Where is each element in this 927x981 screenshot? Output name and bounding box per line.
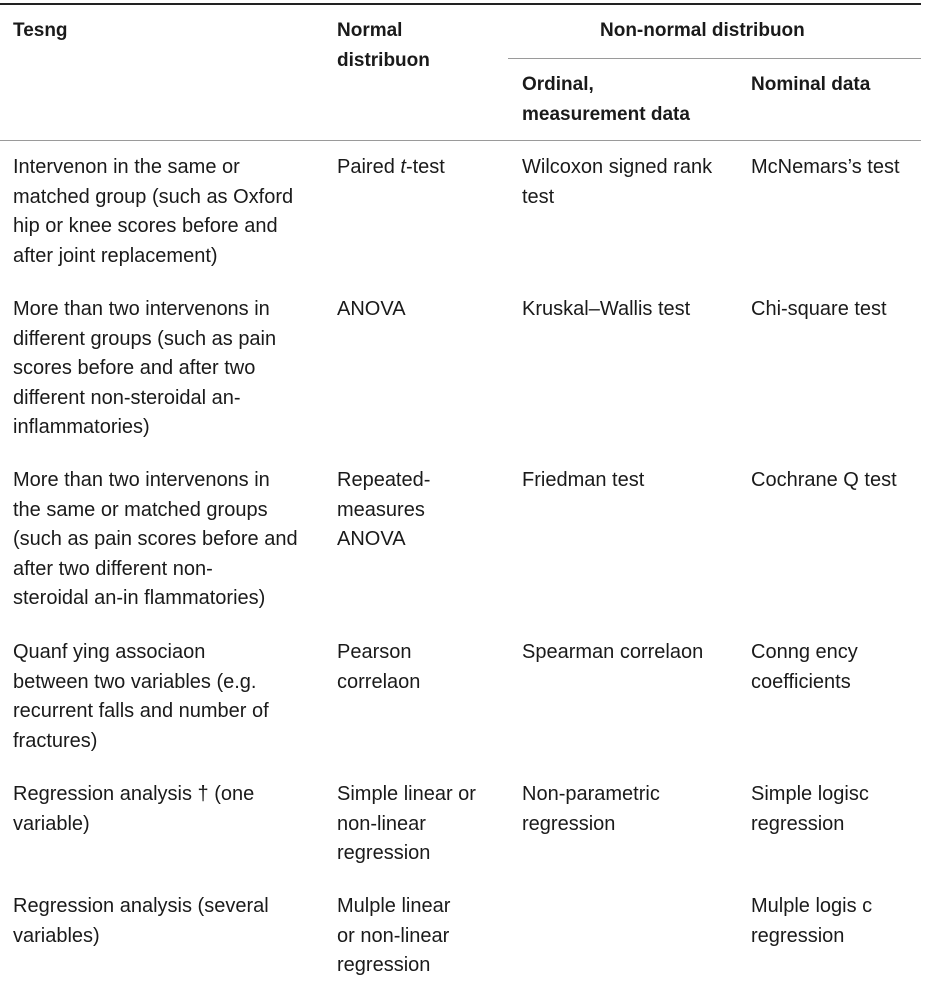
row-1-nominal: McNemars’s test	[751, 156, 900, 178]
header-normal-distribution: Normal distribuon	[337, 20, 430, 71]
table-top-rule	[0, 3, 921, 5]
row-2-testing: More than two intervenons in different groups (such as pain scores before and after two different non-steroidal an- inflammatories)	[13, 298, 277, 439]
row-6-nominal: Mulple logis c regression	[751, 895, 873, 947]
row-3-nominal: Cochrane Q test	[751, 469, 897, 491]
row-5-normal: Simple linear or non-linear regression	[337, 783, 476, 865]
non-normal-subheader-rule	[508, 58, 921, 59]
header-non-normal-distribution: Non-normal distribuon	[600, 20, 805, 41]
row-4-normal: Pearson correlaon	[337, 641, 421, 693]
row-4-ordinal: Spearman correlaon	[522, 641, 704, 663]
header-ordinal-measurement: Ordinal, measurement data	[522, 74, 690, 125]
row-2-nominal: Chi-square test	[751, 298, 887, 320]
row-4-testing: Quanf ying associaon between two variables (e.g. recurrent falls and number of fractures)	[13, 641, 269, 752]
row-1-testing: Intervenon in the same or matched group (such as Oxford hip or knee scores before and after joint replacement)	[13, 156, 294, 267]
row-5-nominal: Simple logisc regression	[751, 783, 869, 835]
row-5-testing: Regression analysis † (one variable)	[13, 783, 255, 835]
row-3-ordinal: Friedman test	[522, 469, 645, 491]
row-1-normal: Paired t-test	[337, 156, 445, 178]
row-5-ordinal: Non-parametric regression	[522, 783, 660, 835]
row-1-ordinal: Wilcoxon signed rank test	[522, 156, 713, 208]
row-3-testing: More than two intervenons in the same or matched groups (such as pain scores before and after two different non- steroidal an-in flammatories)	[13, 469, 298, 610]
header-testing: Tesng	[13, 20, 68, 41]
row-2-normal: ANOVA	[337, 298, 406, 320]
row-2-ordinal: Kruskal–Wallis test	[522, 298, 691, 320]
row-4-nominal: Conng ency coefficients	[751, 641, 858, 693]
row-6-normal: Mulple linear or non-linear regression	[337, 895, 451, 977]
header-nominal-data: Nominal data	[751, 74, 871, 95]
table-header-rule	[0, 140, 921, 141]
row-3-normal: Repeated- measures ANOVA	[337, 469, 431, 551]
row-6-testing: Regression analysis (several variables)	[13, 895, 269, 947]
